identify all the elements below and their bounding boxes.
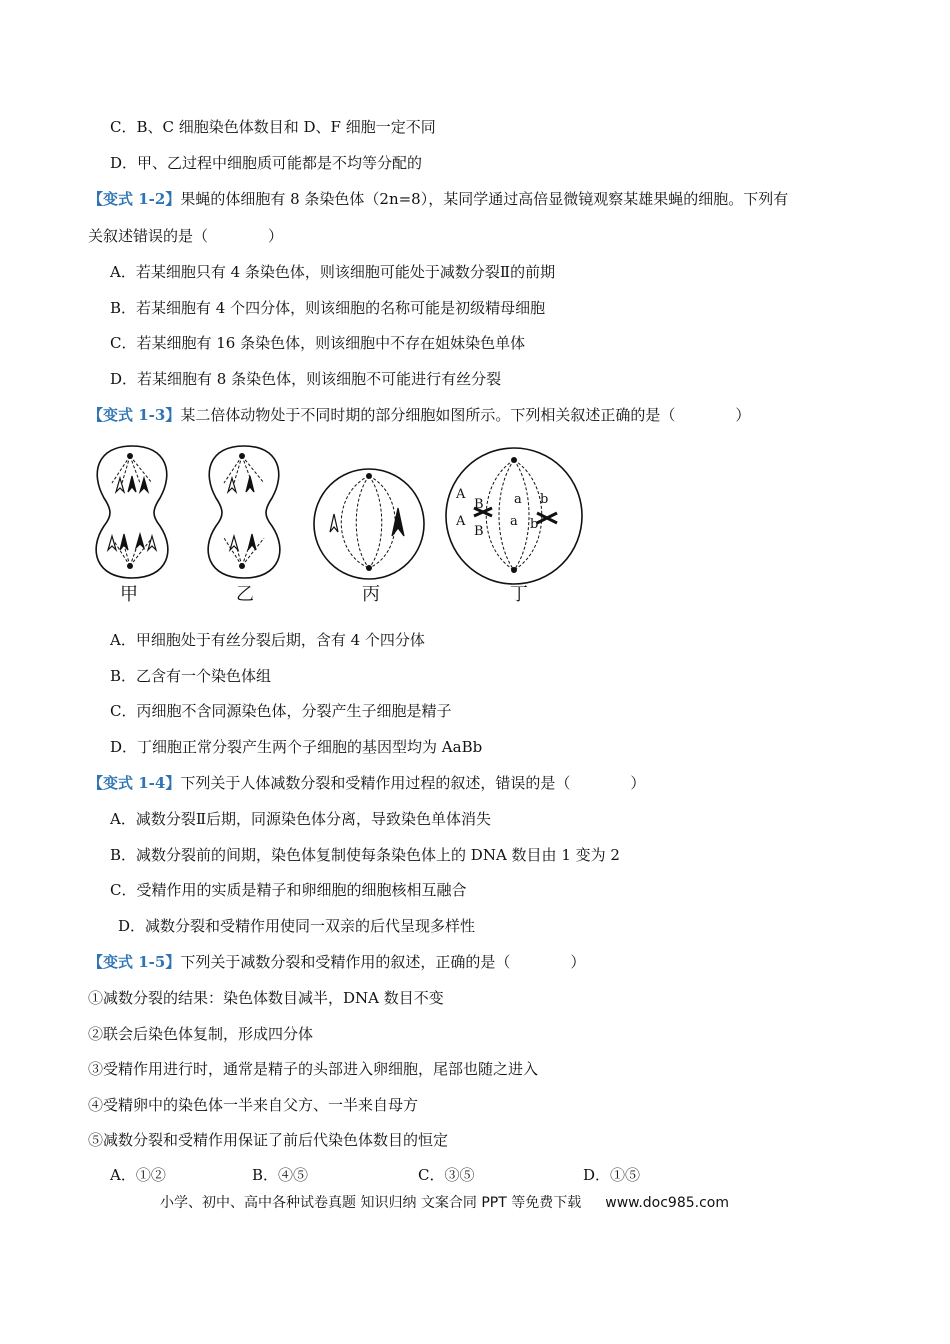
option-b-q1-4: B．减数分裂前的间期，染色体复制使每条染色体上的 DNA 数目由 1 变为 2 <box>110 846 620 864</box>
option-c-q1-3: C．丙细胞不含同源染色体，分裂产生子细胞是精子 <box>110 702 452 720</box>
question-1-5-stem <box>88 952 585 972</box>
gene-label: b <box>530 517 539 532</box>
gene-label: B <box>474 524 484 539</box>
option-c-q1-4: C．受精作用的实质是精子和卵细胞的细胞核相互融合 <box>110 881 467 899</box>
option-b-q1-5: B．④⑤ <box>252 1166 309 1184</box>
figure-label-ding: 丁 <box>510 584 528 605</box>
option-b-q1-2: B．若某细胞有 4 个四分体，则该细胞的名称可能是初级精母细胞 <box>110 299 546 317</box>
question-tag: 【变式 1-4】 <box>88 774 181 792</box>
page-footer <box>160 1192 729 1212</box>
footer-url[interactable]: www.doc985.com <box>605 1195 729 1211</box>
gene-label: b <box>540 492 549 507</box>
option-d-q1-4: D．减数分裂和受精作用使同一双亲的后代呈现多样性 <box>118 917 476 935</box>
gene-label: B <box>474 497 484 512</box>
option-d-q1-3: D．丁细胞正常分裂产生两个子细胞的基因型均为 AaBb <box>110 738 483 756</box>
gene-label: A <box>456 487 466 502</box>
cell-jia-outline <box>96 446 168 578</box>
statement-item: ④受精卵中的染色体一半来自父方、一半来自母方 <box>88 1096 419 1114</box>
option-d-q1-5: D．①⑤ <box>583 1166 641 1184</box>
question-1-3-stem <box>88 405 750 425</box>
statement-item: ③受精作用进行时，通常是精子的头部进入卵细胞，尾部也随之进入 <box>88 1060 539 1078</box>
figure-label-jia: 甲 <box>120 584 138 605</box>
option-c-q1-1: C．B、C 细胞染色体数目和 D、F 细胞一定不同 <box>110 118 436 136</box>
option-d-q1-1: D．甲、乙过程中细胞质可能都是不均等分配的 <box>110 154 423 172</box>
option-c-q1-2: C．若某细胞有 16 条染色体，则该细胞中不存在姐妹染色单体 <box>110 334 526 352</box>
option-a-q1-4: A．减数分裂Ⅱ后期，同源染色体分离，导致染色单体消失 <box>110 810 492 828</box>
question-1-2-stem-line2: 关叙述错误的是（ ） <box>88 227 284 245</box>
stem-text: 下列关于人体减数分裂和受精作用过程的叙述，错误的是（ ） <box>180 774 646 792</box>
stem-text: 某二倍体动物处于不同时期的部分细胞如图所示。下列相关叙述正确的是（ ） <box>180 406 751 424</box>
cell-yi-outline <box>208 446 280 578</box>
gene-label: a <box>510 514 518 529</box>
statement-item: ②联会后染色体复制，形成四分体 <box>88 1025 314 1043</box>
stem-text: 下列关于减数分裂和受精作用的叙述，正确的是（ ） <box>180 953 586 971</box>
option-a-q1-5: A．①② <box>110 1166 166 1184</box>
figure-label-yi: 乙 <box>236 584 254 605</box>
figure-label-bing: 丙 <box>362 584 380 605</box>
statement-item: ⑤减数分裂和受精作用保证了前后代染色体数目的恒定 <box>88 1131 449 1149</box>
question-tag: 【变式 1-3】 <box>88 406 181 424</box>
stem-text: 果蝇的体细胞有 8 条染色体（2n=8），某同学通过高倍显微镜观察某雄果蝇的细胞。下列有 <box>180 190 789 208</box>
gene-label: a <box>514 492 522 507</box>
option-b-q1-3: B．乙含有一个染色体组 <box>110 667 272 685</box>
option-c-q1-5: C．③⑤ <box>418 1166 475 1184</box>
gene-label: A <box>456 514 466 529</box>
option-d-q1-2: D．若某细胞有 8 条染色体，则该细胞不可能进行有丝分裂 <box>110 370 502 388</box>
question-tag: 【变式 1-2】 <box>88 190 181 208</box>
statement-item: ①减数分裂的结果：染色体数目减半，DNA 数目不变 <box>88 989 444 1007</box>
question-1-2-stem <box>88 189 788 209</box>
question-tag: 【变式 1-5】 <box>88 953 181 971</box>
question-1-4-stem <box>88 773 645 793</box>
option-a-q1-3: A．甲细胞处于有丝分裂后期，含有 4 个四分体 <box>110 631 425 649</box>
option-a-q1-2: A．若某细胞只有 4 条染色体，则该细胞可能处于减数分裂Ⅱ的前期 <box>110 263 556 281</box>
footer-text: 小学、初中、高中各种试卷真题 知识归纳 文案合同 PPT 等免费下载 <box>160 1195 582 1211</box>
cell-bing-outline <box>314 469 424 579</box>
